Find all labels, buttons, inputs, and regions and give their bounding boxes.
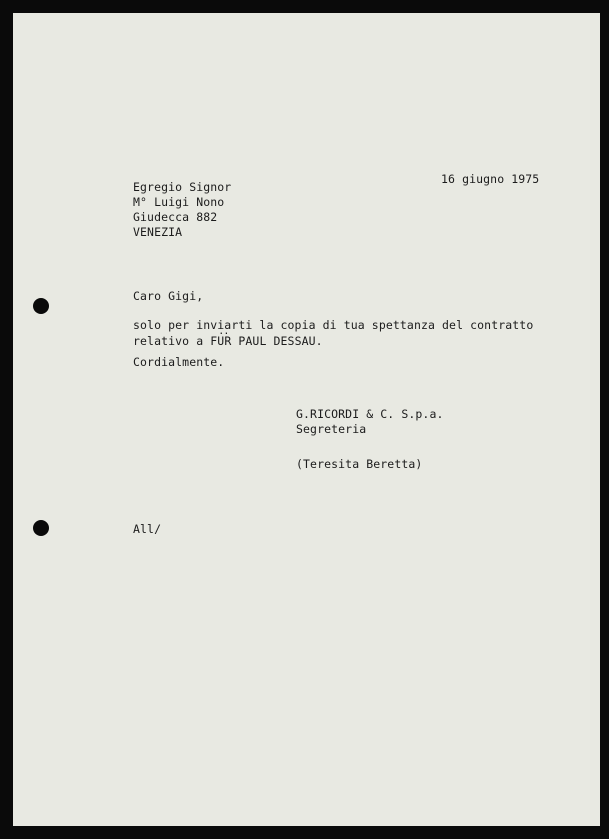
closing: Cordialmente. [133, 355, 225, 369]
body-line-2-prefix: relativo a F [133, 334, 218, 348]
recipient-salutation: Egregio Signor [133, 180, 232, 194]
punch-hole-bottom [33, 520, 49, 536]
enclosure-note: All/ [133, 522, 162, 536]
punch-hole-top [33, 298, 49, 314]
recipient-city: VENEZIA [133, 225, 183, 239]
letter-date: 16 giugno 1975 [441, 172, 540, 186]
signature-name: (Teresita Beretta) [296, 457, 423, 471]
signature-department: Segreteria [296, 422, 367, 436]
greeting: Caro Gigi, [133, 289, 204, 303]
signature-company: G.RICORDI & C. S.p.a. [296, 407, 444, 421]
recipient-address: Giudecca 882 [133, 210, 218, 224]
body-line-2-suffix: R PAUL DESSAU. [224, 334, 323, 348]
recipient-name: M° Luigi Nono [133, 195, 225, 209]
body-line-2 [133, 334, 323, 348]
body-line-1: solo per inviarti la copia di tua spettanza del contratto [133, 318, 534, 332]
body-line-2-umlaut-letter: .. U [217, 334, 224, 348]
